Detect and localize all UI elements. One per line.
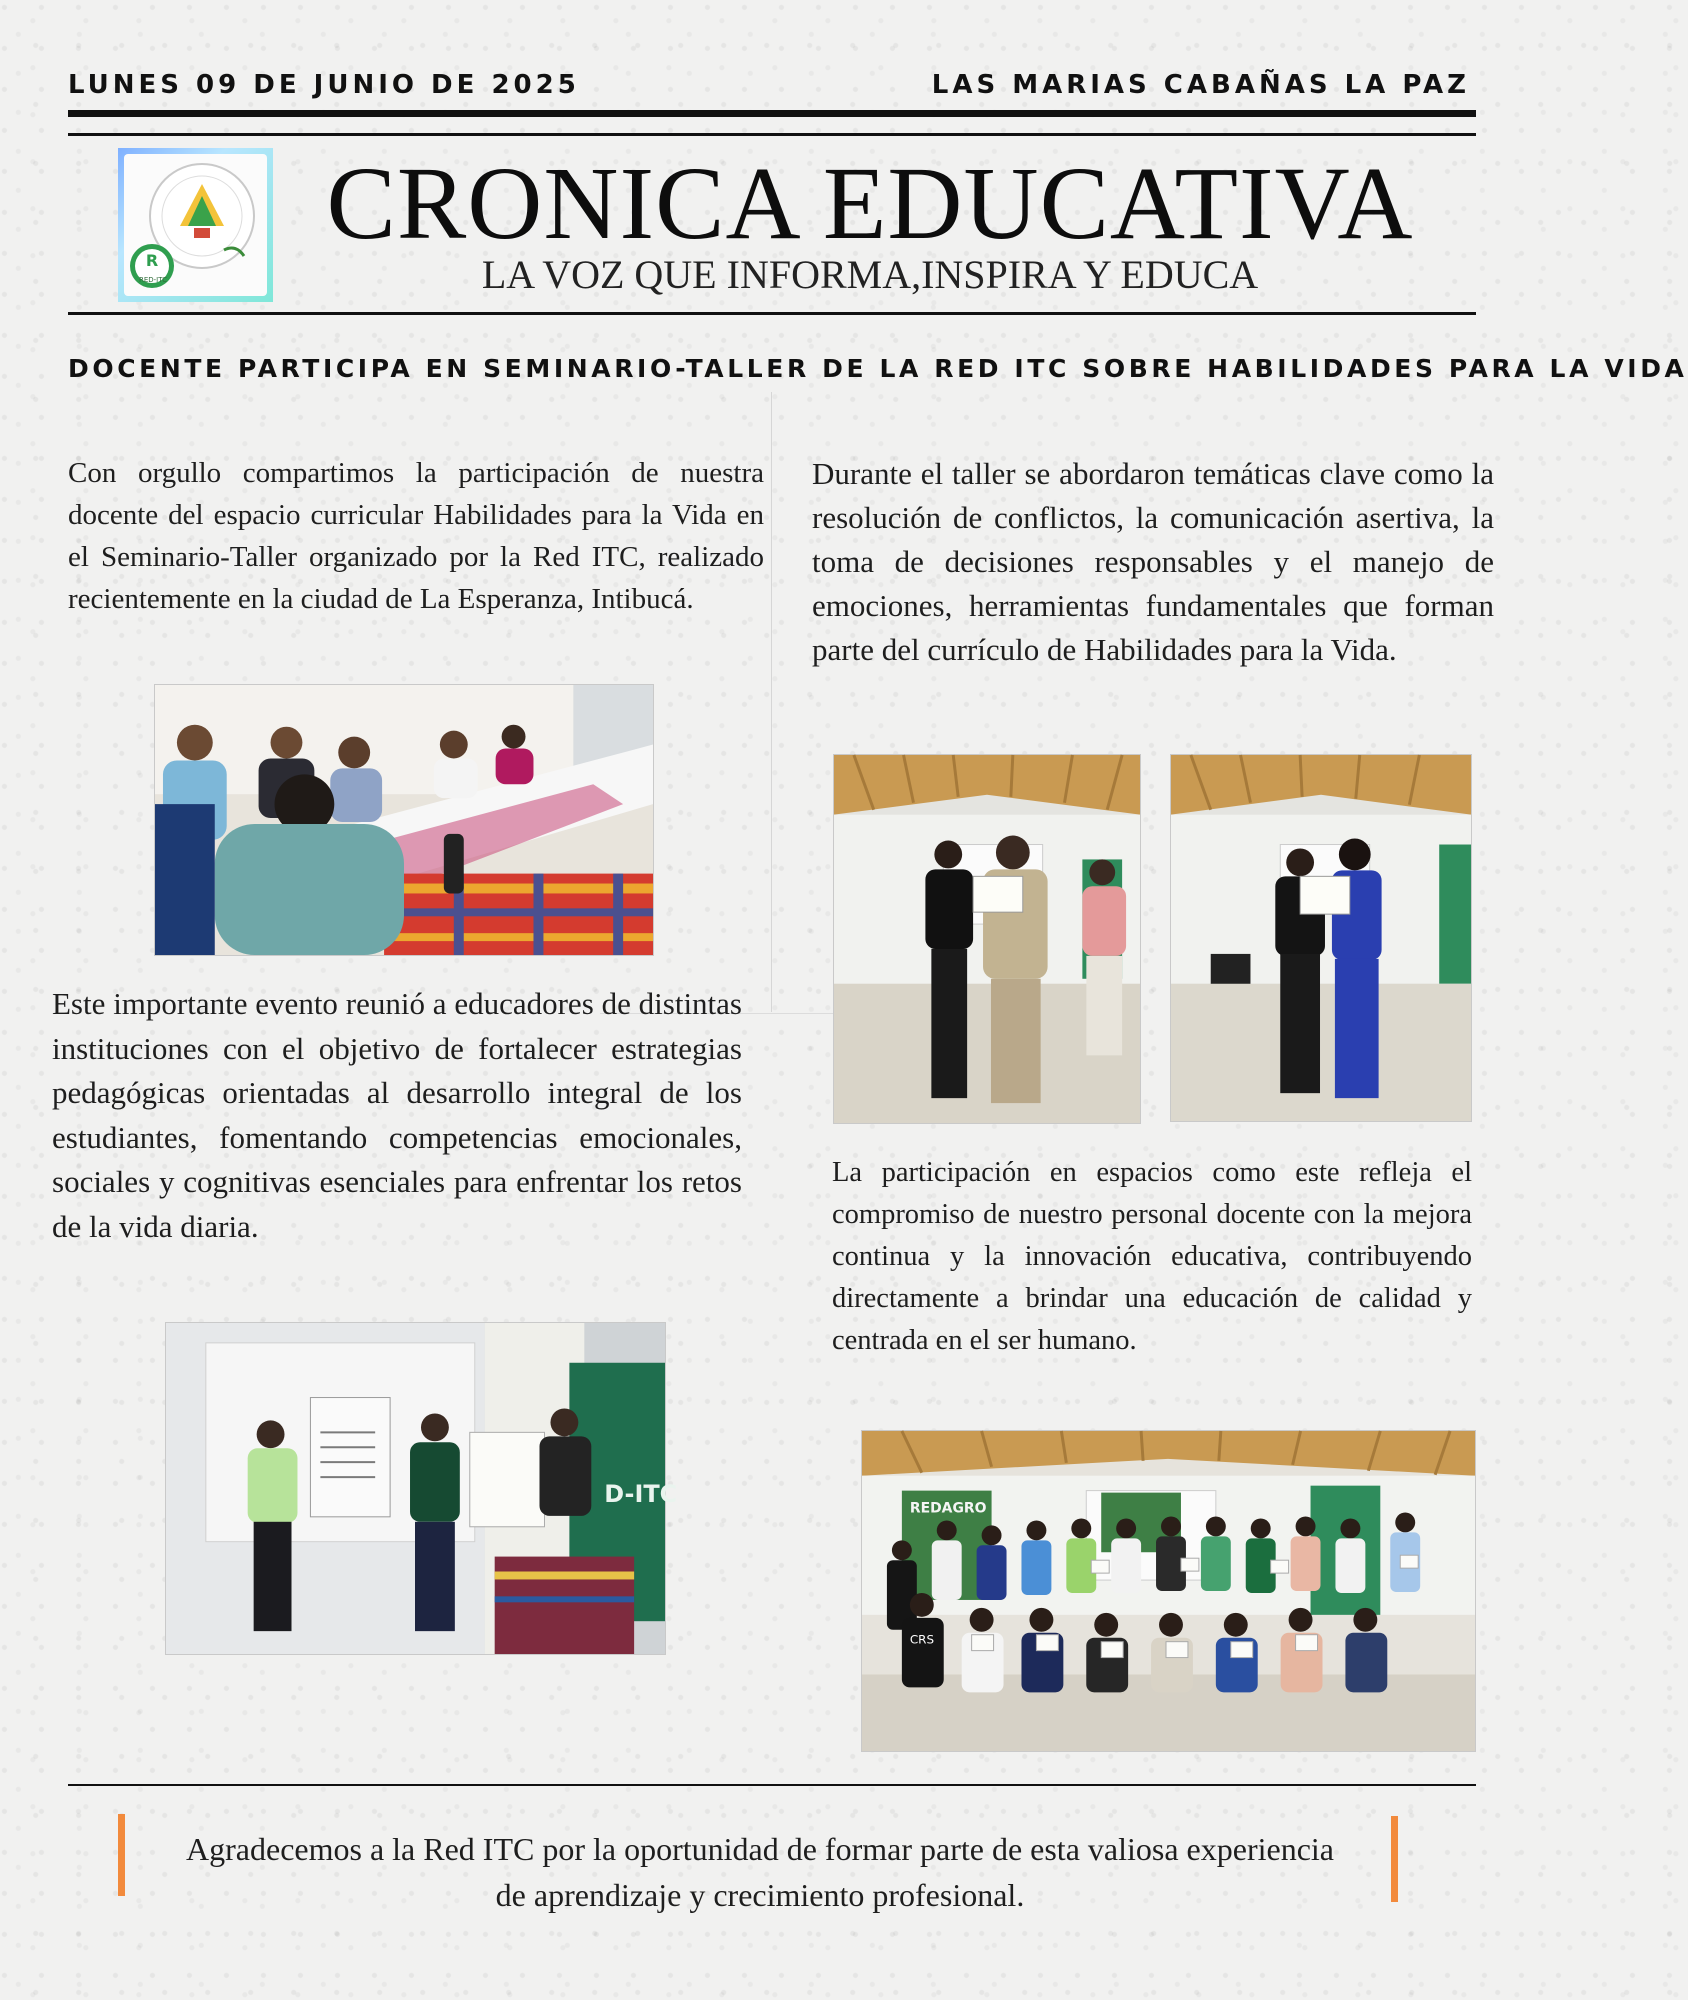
- logo-label: RED-ITC: [138, 276, 168, 284]
- photo-seminar-tables: [154, 684, 654, 956]
- photo-certificate-1: [833, 754, 1141, 1124]
- quote-accent-right: [1391, 1816, 1398, 1902]
- masthead-bottom-rule: [68, 312, 1476, 315]
- banner-left-text: REDAGRO: [909, 1500, 987, 1517]
- paragraph-event: Este importante evento reunió a educadores de distintas instituciones con el objetivo de fortalecer estrategias pedagógicas orientadas al desarrollo integral de los estudiantes, fomentando competencias emocionales, sociales y cognitivas esenciales para enfrentar los retos de la vida diaria.: [52, 986, 742, 1244]
- top-thick-rule: [68, 110, 1476, 117]
- footer-rule: [68, 1784, 1476, 1786]
- issue-date: LUNES 09 DE JUNIO DE 2025: [68, 70, 580, 100]
- issue-location: LAS MARIAS CABAÑAS LA PAZ: [931, 70, 1470, 100]
- school-logo: [118, 148, 273, 302]
- photo-certificate-2: [1170, 754, 1472, 1122]
- paragraph-topics: Durante el taller se abordaron temáticas clave como la resolución de conflictos, la comunicación asertiva, la toma de decisiones responsables y el manejo de emociones, herramientas fundamentales que forman parte del currículo de Habilidades para la Vida.: [812, 456, 1494, 667]
- paragraph-intro: Con orgullo compartimos la participación de nuestra docente del espacio curricular Habilidades para la Vida en el Seminario-Taller organizado por la Red ITC, realizado recientemente en la ciudad de La Esperanza, Intibucá.: [68, 457, 764, 615]
- paragraph-commitment: La participación en espacios como este refleja el compromiso de nuestro personal docente con la mejora continua y la innovación educativa, contribuyendo directamente a brindar una educación de calidad y centrada en el ser humano.: [832, 1157, 1472, 1356]
- top-thin-rule: [68, 133, 1476, 136]
- shirt-text: CRS: [909, 1632, 935, 1647]
- svg-text:R: R: [145, 251, 159, 270]
- closing-message: Agradecemos a la Red ITC por la oportunidad de formar parte de esta valiosa experiencia de aprendizaje y crecimiento profesional.: [186, 1831, 1334, 1913]
- banner-text: D-ITC: [604, 1479, 678, 1508]
- article-headline: DOCENTE PARTICIPA EN SEMINARIO-TALLER DE LA RED ITC SOBRE HABILIDADES PARA LA VIDA: [68, 354, 1688, 383]
- photo-group-certificates: [861, 1430, 1476, 1752]
- column-divider: [771, 392, 772, 1012]
- photo-group-presentation: [165, 1322, 678, 1655]
- masthead-tagline: LA VOZ QUE INFORMA,INSPIRA Y EDUCA: [481, 252, 1259, 297]
- school-crest-icon: [124, 154, 267, 296]
- masthead-title: CRONICA EDUCATIVA: [326, 146, 1414, 261]
- quote-accent-left: [118, 1814, 125, 1896]
